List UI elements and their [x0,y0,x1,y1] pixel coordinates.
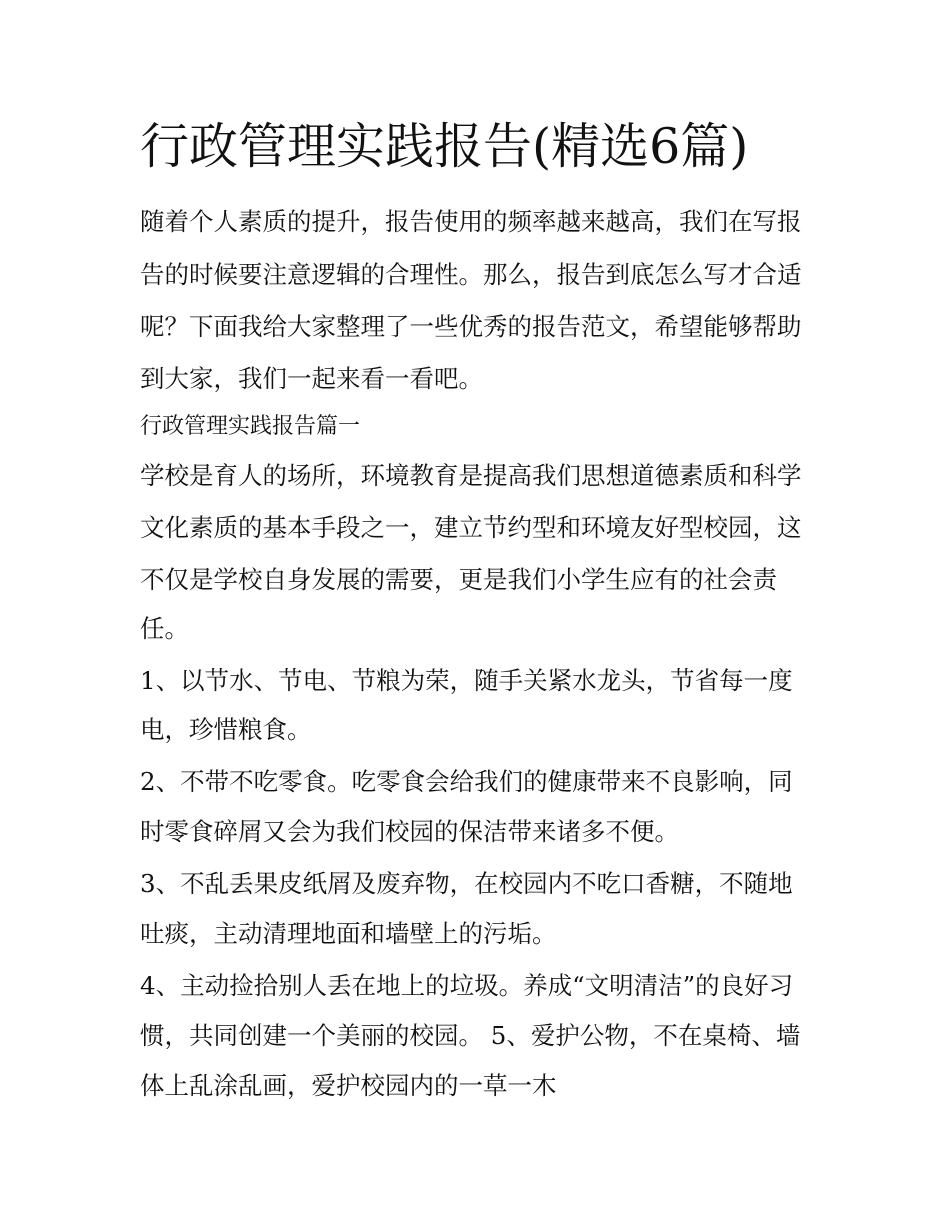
list-item-3-line: 3、不乱丢果皮纸屑及废弃物，在校园内不吃口香糖，不随地 [140,869,793,898]
section-heading: 行政管理实践报告篇一 [140,414,361,439]
intro-line: 呢？下面我给大家整理了一些优秀的报告范文，希望能够帮助 [140,312,802,341]
list-item-4-5-line: 惯，共同创建一个美丽的校园。 5、爱护公物，不在桌椅、墙 [140,1021,801,1050]
list-item-3-line: 吐痰，主动清理地面和墙壁上的污垢。 [140,919,557,948]
list-item-4-line: 4、主动捡拾别人丢在地上的垃圾。养成“文明清洁”的良好习 [140,971,794,1000]
body-line: 学校是育人的场所，环境教育是提高我们思想道德素质和科学 [140,461,802,490]
document-title: 行政管理实践报告(精选6篇) [140,118,749,175]
intro-line: 告的时候要注意逻辑的合理性。那么，报告到底怎么写才合适 [140,260,802,289]
body-line: 任。 [140,614,189,643]
body-line: 不仅是学校自身发展的需要，更是我们小学生应有的社会责 [140,565,777,594]
body-line: 文化素质的基本手段之一，建立节约型和环境友好型校园，这 [140,513,802,542]
list-item-2-line: 时零食碎屑又会为我们校园的保洁带来诸多不便。 [140,817,679,846]
list-item-5-line: 体上乱涂乱画，爱护校园内的一草一木 [140,1071,557,1100]
list-item-1-line: 1、以节水、节电、节粮为荣，随手关紧水龙头，节省每一度 [140,666,793,695]
intro-line: 随着个人素质的提升，报告使用的频率越来越高，我们在写报 [140,207,802,236]
intro-line: 到大家，我们一起来看一看吧。 [140,364,483,393]
list-item-2-line: 2、不带不吃零食。吃零食会给我们的健康带来不良影响，同 [140,767,793,796]
list-item-1-line: 电，珍惜粮食。 [140,715,312,744]
